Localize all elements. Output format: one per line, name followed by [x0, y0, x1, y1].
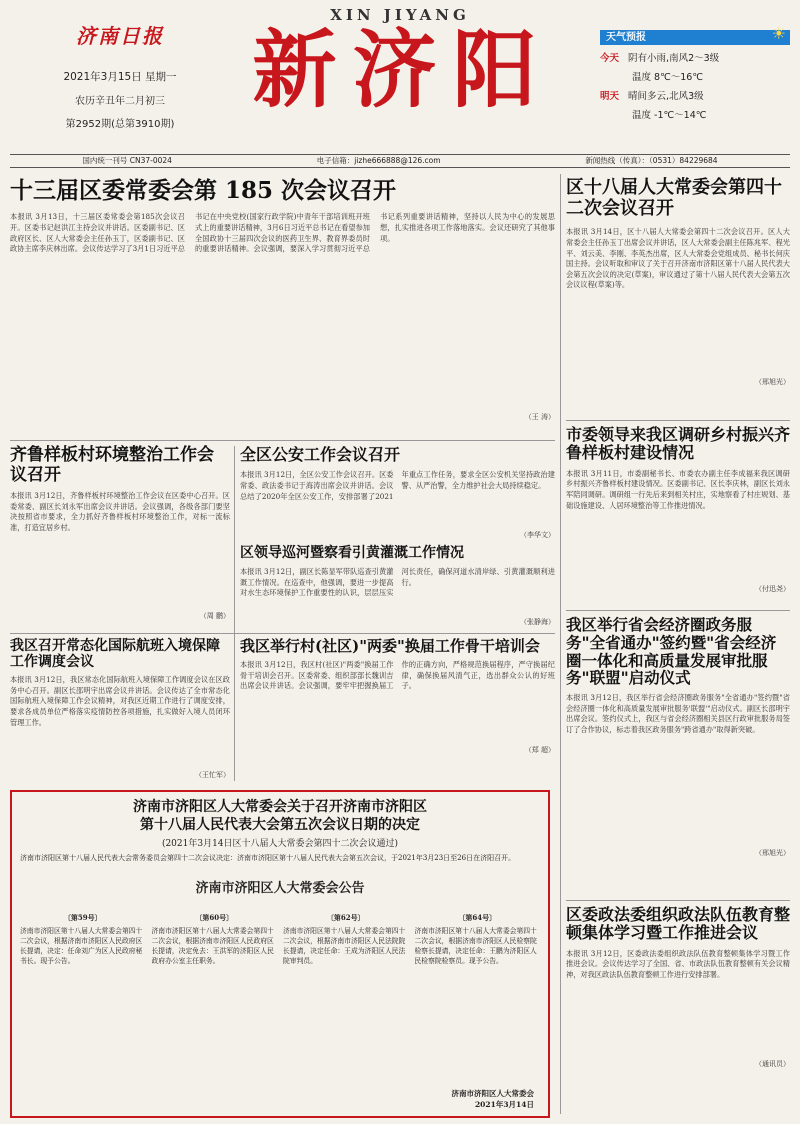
article-byline: （张静海） — [520, 618, 555, 627]
article-body: 本报讯 3月13日，十三届区委常委会第185次会议召开。区委书记赵洪江主持会议并讲话。区委副书记、区政府区长、区人大常委会主任孙玉丁，区委副书记、区政协主席李庆林出席。会议传达学习了3月1日习近平总书记在中央党校(国家行政学院)中青年干部培训班开班式上的重要讲话精神，3月6日习近平总书记在看望参加全国政协十三届四次会议的医药卫生界、教育界委员时的重要讲话精神。会议强调，要深入学习贯彻习近平总书记系列重要讲话精神，坚持以人民为中心的发展思想，扎实推进各项工作落地落实。会议还研究了其他事项。 — [10, 212, 555, 254]
tomorrow-temp: 温度 -1℃～14℃ — [632, 110, 707, 121]
article-byline: （邢旭光） — [755, 849, 790, 858]
article-byline: （邢旭光） — [755, 378, 790, 387]
article-village-election-training — [240, 638, 555, 783]
announcement-column — [152, 910, 278, 1100]
article-byline: （王忙军） — [195, 771, 230, 780]
weather-heading-label: 天气预报 — [606, 32, 646, 43]
tomorrow-desc: 晴间多云,北风3级 — [628, 91, 704, 102]
article-body: 本报讯 3月12日，区委政法委组织政法队伍教育整顿集体学习暨工作推进会议。会议传达学习了全国、省、市政法队伍教育整顿有关会议精神，对我区政法队伍教育整顿工作进行安排部署。 — [566, 948, 790, 979]
decision-title-line1: 济南市济阳区人大常委会关于召开济南市济阳区 — [133, 799, 427, 815]
article-headline: 齐鲁样板村环境整治工作会议召开 — [10, 445, 214, 485]
tomorrow-label: 明天 — [600, 91, 620, 102]
article-headline: 区委政法委组织政法队伍教育整顿集体学习暨工作推进会议 — [566, 905, 791, 943]
article-city-leader-research — [566, 426, 790, 606]
sun-cloud-icon: ☀ — [771, 24, 786, 43]
article-headline: 我区召开常态化国际航班入境保障工作调度会议 — [10, 638, 220, 671]
announcement-title: 济南市济阳区人大常委会公告 — [195, 881, 365, 896]
article-government-services — [566, 616, 790, 896]
article-byline: （通讯员） — [755, 1059, 790, 1068]
section-divider — [566, 900, 790, 901]
notice-text: 济南市济阳区第十八届人大常委会第四十二次会议，根据济南市济阳区人民法院院长提请，决定任命：王成为济阳区人民法院审判员。 — [283, 927, 406, 965]
info-strip — [10, 154, 790, 168]
article-headline: 我区举行村(社区)"两委"换届工作骨干培训会 — [240, 637, 540, 655]
article-body: 本报讯 3月12日，齐鲁样板村环境整治工作会议在区委中心召开。区委常委、副区长刘永军出席会议并讲话。会议强调，各级各部门要坚决按照省市要求，全力抓好齐鲁样板村环境整治工作，对标一流标准，打造宜居乡村。 — [10, 491, 230, 532]
masthead-pinyin: XIN JIYANG — [330, 6, 470, 24]
article-headline: 十三届区委常委会第 185 次会议召开 — [10, 177, 397, 204]
weather-forecast — [600, 24, 790, 121]
weather-today — [600, 50, 790, 64]
publish-date: 2021年3月15日 星期一 — [63, 71, 177, 83]
newspaper-title: 新济阳 — [252, 20, 553, 119]
weather-today-temp — [600, 69, 790, 83]
article-river-inspection — [240, 545, 555, 630]
article-body: 本报讯 3月12日，我区举行省会经济圈政务服务"全省通办"签约暨"省会经济圈一体化和高质量发展审批服务'联盟'"启动仪式。副区长邵明宇出席会议。签约仪式上，我区与省会经济圈相关县区行政审批服务局签订了合作协议，标志着我区政务服务"跨省通办"取得新突破。 — [566, 693, 790, 735]
article-byline: （王 涛） — [524, 413, 555, 422]
notice-number: 〔第62号〕 — [326, 913, 365, 922]
today-desc: 阴有小雨,南风2～3级 — [628, 53, 720, 64]
issue-number: 第2952期(总第3910期) — [65, 119, 175, 130]
article-headline: 区领导巡河暨察看引黄灌溉工作情况 — [240, 545, 464, 561]
article-byline: （付迅尧） — [755, 584, 790, 593]
article-body: 本报讯 3月12日，副区长陈显军带队巡查引黄灌溉工作情况。在巡查中，他强调，要进一步提高对水生态环境保护工作重要性的认识，层层压实河长责任，确保河道水清岸绿、引黄灌溉顺利进行。 — [240, 567, 555, 598]
article-international-flights — [10, 638, 230, 783]
article-body: 本报讯 3月11日，市委副秘书长、市委农办副主任李成福来我区调研乡村振兴齐鲁样板村建设情况。区委副书记、区长李庆林，副区长刘永军陪同调研。调研组一行先后来到相关村庄，实地察看了村庄规划、基础设施建设、人居环境整治等工作推进情况。 — [566, 468, 790, 510]
section-divider — [566, 610, 790, 611]
announcement-signature — [452, 1088, 535, 1110]
npc-announcement-box — [10, 790, 550, 1118]
section-divider — [566, 420, 790, 421]
announcement-column — [20, 910, 146, 1100]
masthead-left-info — [40, 20, 200, 130]
article-body: 本报讯 3月12日，全区公安工作会议召开。区委常委、政法委书记于海涛出席会议并讲话。会议总结了2020年全区公安工作，安排部署了2021年重点工作任务，要求全区公安机关坚持政治建警、从严治警，全力维护社会大局持续稳定。 — [240, 470, 555, 501]
decision-subtitle: (2021年3月14日区十八届人大常委会第四十二次会议通过) — [161, 839, 399, 849]
notice-number: 〔第64号〕 — [458, 913, 497, 922]
email-address: 电子信箱：jizhe666888@126.com — [316, 156, 441, 165]
article-npc-42nd-session — [566, 174, 790, 404]
article-body: 本报讯 3月12日，我区村(社区)"两委"换届工作骨干培训会召开。区委常委、组织部部长魏训吉出席会议并讲话。会议强调，要牢牢把握换届工作的正确方向，严格规范换届程序，严守换届纪律，确保换届风清气正，选出群众公认的好班子。 — [240, 660, 555, 691]
article-headline: 区十八届人大常委会第四十二次会议召开 — [566, 177, 782, 219]
article-political-legal — [566, 906, 790, 1116]
news-hotline: 新闻热线（传真）：（0531）84229684 — [585, 156, 718, 165]
announcement-grid — [20, 910, 540, 1100]
article-headline: 市委领导来我区调研乡村振兴齐鲁样板村建设情况 — [566, 425, 791, 463]
article-body: 本报讯 3月12日，我区常态化国际航班入境保障工作调度会议在区政务中心召开。副区长邵明宇出席会议并讲话。会议传达了全市常态化国际航班入境保障工作会议精神，对我区近期工作进行了调度安排，要求各成员单位严格落实疫情防控各项措施，扎实做好入境人员闭环管理工作。 — [10, 675, 230, 727]
column-divider — [560, 174, 561, 1114]
decision-title-line2: 第十八届人民代表大会第五次会议日期的决定 — [140, 817, 420, 833]
notice-number: 〔第59号〕 — [63, 913, 102, 922]
article-headline: 全区公安工作会议召开 — [240, 445, 401, 464]
article-model-village — [10, 446, 230, 626]
notice-text: 济南市济阳区第十八届人大常委会第四十二次会议，根据济南市济阳区人民政府区长提请，决定免去：王洪军的济阳区人民政府办公室主任职务。 — [151, 927, 274, 965]
column-divider — [234, 446, 235, 781]
article-byline: （周 鹏） — [199, 612, 230, 621]
weather-tomorrow — [600, 88, 790, 102]
announcement-column — [415, 910, 541, 1100]
signature-org: 济南市济阳区人大常委会 — [451, 1089, 534, 1098]
notice-text: 济南市济阳区第十八届人大常委会第四十二次会议，根据济南市济阳区人民检察院检察长提请，决定任命：王鹏为济阳区人民检察院检察员。现予公告。 — [414, 927, 537, 965]
weather-heading — [600, 24, 790, 45]
masthead — [0, 0, 800, 172]
article-byline: （郑 超） — [524, 746, 555, 755]
today-label: 今天 — [600, 53, 620, 64]
decision-text: 济南市济阳区第十八届人民代表大会常务委员会第四十二次会议决定：济南市济阳区第十八届人民代表大会第五次会议，于2021年3月23日至26日在济阳召开。 — [20, 854, 516, 862]
article-headline: 我区举行省会经济圈政务服务"全省通办"签约暨"省会经济圈一体化和高质量发展审批服务"联盟"启动仪式 — [566, 615, 777, 688]
publication-number: 国内统一刊号 CN37-0024 — [82, 156, 172, 165]
jinan-daily-logo: 济南日报 — [76, 24, 164, 48]
notice-text: 济南市济阳区第十八届人大常委会第四十二次会议，根据济南市济阳区人民政府区长提请，决定：任命刘广为区人民政府秘书长。现予公告。 — [20, 927, 143, 965]
section-divider — [10, 633, 555, 634]
section-divider — [10, 440, 555, 441]
signature-date: 2021年3月14日 — [474, 1100, 534, 1109]
today-temp: 温度 8℃～16℃ — [632, 72, 703, 83]
notice-number: 〔第60号〕 — [195, 913, 234, 922]
lunar-date: 农历辛丑年二月初三 — [75, 96, 165, 107]
article-body: 本报讯 3月14日，区十八届人大常委会第四十二次会议召开。区人大常委会主任孙玉丁出席会议并讲话，区人大常委会副主任陈兆军、程光平、刘云美、李刚、李英杰出席，区人大常委会党组成员、秘书长何庆国主持。会议听取和审议了关于召开济南市济阳区第十八届人民代表大会第五次会议的决定(草案)，审议通过了第十八届人民代表大会第五次会议议程(草案)等。 — [566, 227, 790, 290]
announcement-column — [283, 910, 409, 1100]
article-public-security — [240, 446, 555, 541]
article-standing-committee-185 — [10, 174, 555, 424]
article-byline: （李华文） — [520, 531, 555, 540]
weather-tomorrow-temp — [600, 107, 790, 121]
